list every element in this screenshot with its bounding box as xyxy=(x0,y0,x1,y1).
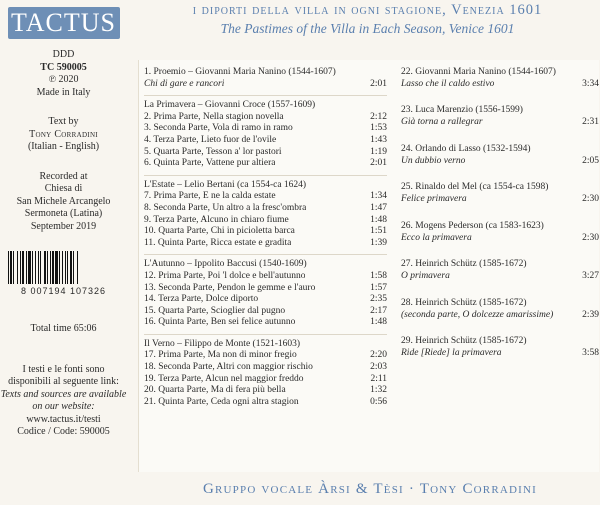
track-duration: 3:58 xyxy=(582,347,599,358)
track-row xyxy=(144,283,387,295)
barcode-bar xyxy=(32,251,33,284)
track-duration: 1:48 xyxy=(370,317,387,328)
texts-line1: Texts and sources are available xyxy=(0,388,127,400)
fonti-line2: disponibili al seguente link: xyxy=(8,376,119,387)
track-row xyxy=(401,117,599,129)
track-composer: 22. Giovanni Maria Nanino (1544-1607) xyxy=(401,67,556,77)
barcode-bar xyxy=(47,251,48,284)
track-title: 9. Terza Parte, Alcuno in chiaro fiume xyxy=(144,214,289,225)
texts-line2: on our website: xyxy=(32,401,95,412)
barcode-bar xyxy=(73,251,74,284)
track-title: 2. Prima Parte, Nella stagion novella xyxy=(144,111,284,122)
track-composer: 29. Heinrich Schütz (1585-1672) xyxy=(401,336,527,347)
barcode-bar xyxy=(26,251,27,284)
track-duration: 2:01 xyxy=(370,78,387,89)
track-title: 12. Prima Parte, Poi 'l dolce e bell'autunno xyxy=(144,270,306,281)
track-duration: 1:48 xyxy=(370,214,387,225)
track-row xyxy=(144,306,387,318)
text-by-label: Text by xyxy=(48,116,79,127)
track-row xyxy=(144,271,387,283)
album-title: i diporti della villa in ogni stagione, Venezia 1601 xyxy=(192,2,543,18)
barcode-bar xyxy=(67,251,68,284)
track-row xyxy=(144,215,387,227)
track-section xyxy=(144,67,387,90)
barcode-bar xyxy=(28,251,31,284)
track-duration: 1:57 xyxy=(370,282,387,293)
track-title: 16. Quinta Parte, Ben sei felice autunno xyxy=(144,317,296,328)
track-row xyxy=(144,147,387,159)
track-duration: 2:11 xyxy=(370,373,387,384)
track-title: 5. Quarta Parte, Tesson a' lor pastori xyxy=(144,146,282,157)
track-block xyxy=(401,259,599,282)
track-row xyxy=(144,294,387,306)
barcode-bar xyxy=(62,251,63,284)
track-section xyxy=(144,259,387,329)
track-title: 14. Terza Parte, Dolce diporto xyxy=(144,294,259,305)
track-row xyxy=(401,271,599,283)
track-section xyxy=(144,100,387,170)
track-duration: 2:20 xyxy=(370,350,387,361)
track-title: Lasso che il caldo estivo xyxy=(401,78,495,89)
track-row xyxy=(144,317,387,329)
track-duration: 1:43 xyxy=(370,134,387,145)
section-divider xyxy=(144,175,387,176)
recorded-church: Chiesa di xyxy=(44,183,83,194)
barcode-bar xyxy=(10,251,12,284)
track-title: La Primavera – Giovanni Croce (1557-1609) xyxy=(144,100,316,111)
track-duration: 1:53 xyxy=(370,123,387,134)
track-row xyxy=(401,310,599,322)
track-title: Già torna a rallegrar xyxy=(401,117,483,128)
barcode-bar xyxy=(55,251,58,284)
track-composer: 26. Mogens Pederson (ca 1583-1623) xyxy=(401,220,544,231)
section-heading xyxy=(144,100,387,112)
left-column xyxy=(0,0,127,505)
track-duration: 3:34 xyxy=(582,78,599,89)
performers: Gruppo vocale Àrsi & Tèsi · Tony Corradini xyxy=(202,481,538,497)
barcode-bar xyxy=(50,251,51,284)
track-composer: 25. Rinaldo del Mel (ca 1554-ca 1598) xyxy=(401,182,549,193)
track-block xyxy=(401,221,599,244)
barcode-bar xyxy=(22,251,24,284)
track-row xyxy=(144,112,387,124)
track-row xyxy=(401,233,599,245)
barcode-bar xyxy=(8,251,9,284)
barcode xyxy=(5,251,123,297)
track-title: (seconda parte, O dolcezze amarissime) xyxy=(401,309,554,320)
track-title: 3. Seconda Parte, Vola di ramo in ramo xyxy=(144,123,293,134)
track-duration: 1:34 xyxy=(370,191,387,202)
track-row xyxy=(144,350,387,362)
barcode-number: 8 007194 107326 xyxy=(20,285,107,296)
track-duration: 1:58 xyxy=(370,270,387,281)
barcode-bar xyxy=(77,251,78,284)
barcode-bar xyxy=(35,251,36,284)
track-row xyxy=(144,123,387,135)
track-duration: 2:35 xyxy=(370,294,387,305)
track-row xyxy=(401,79,599,91)
track-title: Felice primavera xyxy=(401,194,467,205)
track-title: 21. Quinta Parte, Ceda ogni altra stagion xyxy=(144,396,299,407)
track-row xyxy=(144,385,387,397)
made-in: Made in Italy xyxy=(36,86,91,98)
track-block xyxy=(401,144,599,167)
track-title: 20. Quarta Parte, Ma di fera più bella xyxy=(144,385,286,396)
barcode-bar xyxy=(59,251,60,284)
barcode-bar xyxy=(38,251,39,284)
track-duration: 2:39 xyxy=(582,309,599,320)
section-heading xyxy=(144,339,387,351)
track-composer: 27. Heinrich Schütz (1585-1672) xyxy=(401,259,527,270)
track-title: Un dubbio verno xyxy=(401,155,466,166)
track-duration: 1:19 xyxy=(370,146,387,157)
section-divider xyxy=(144,95,387,96)
total-time: Total time 65:06 xyxy=(30,323,97,334)
track-row xyxy=(401,156,599,168)
track-duration: 0:56 xyxy=(370,396,387,407)
track-block xyxy=(401,105,599,128)
track-title: 17. Prima Parte, Ma non di minor fregio xyxy=(144,350,297,361)
track-row xyxy=(144,374,387,386)
track-block xyxy=(401,298,599,321)
barcode-bar xyxy=(20,251,21,284)
track-title: 1. Proemio – Giovanni Maria Nanino (1544-1607) xyxy=(144,67,336,77)
barcode-bar xyxy=(52,251,54,284)
tracklist-column-right xyxy=(401,67,599,375)
tracklist-column-left xyxy=(144,67,387,408)
track-duration: 1:39 xyxy=(370,237,387,248)
catalog-number: TC 590005 xyxy=(40,61,87,73)
track-duration: 2:31 xyxy=(582,117,599,128)
track-title: 7. Prima Parte, E ne la calda estate xyxy=(144,191,276,202)
track-section xyxy=(144,180,387,250)
track-duration: 2:01 xyxy=(370,158,387,169)
track-title: 11. Quinta Parte, Ricca estate e gradita xyxy=(144,237,292,248)
track-block xyxy=(401,67,599,90)
track-duration xyxy=(363,339,387,351)
tracklist-panel xyxy=(138,60,599,472)
track-composer: 28. Heinrich Schütz (1585-1672) xyxy=(401,297,527,308)
track-block xyxy=(401,336,599,359)
track-row xyxy=(144,79,387,91)
track-duration: 2:17 xyxy=(370,305,387,316)
ddd-label: DDD xyxy=(52,49,75,60)
section-divider xyxy=(144,334,387,335)
track-title: 19. Terza Parte, Alcun nel maggior freddo xyxy=(144,373,304,384)
recorded-at: Recorded at xyxy=(39,170,88,182)
barcode-bar xyxy=(17,251,18,284)
track-duration: 1:47 xyxy=(370,202,387,213)
website-link[interactable]: www.tactus.it/testi xyxy=(26,413,101,425)
track-title: 4. Terza Parte, Lieto fuor de l'ovile xyxy=(144,134,277,145)
track-title: 18. Seconda Parte, Altri con maggior rischio xyxy=(144,362,313,373)
track-title: 8. Seconda Parte, Un altro a la fresc'ombra xyxy=(144,202,307,213)
languages: (Italian - English) xyxy=(27,141,100,152)
section-divider xyxy=(144,254,387,255)
recorded-town: Sermoneta (Latina) xyxy=(24,208,103,219)
section-heading xyxy=(144,180,387,192)
track-title: 13. Seconda Parte, Pendon le gemme e l'auro xyxy=(144,282,316,293)
track-row xyxy=(144,362,387,374)
track-title: Ride [Riede] la primavera xyxy=(401,347,502,358)
text-author: Tony Corradini xyxy=(29,128,98,140)
track-block xyxy=(401,182,599,205)
track-duration xyxy=(363,259,387,271)
track-section xyxy=(144,339,387,409)
barcode-bars xyxy=(6,251,122,284)
track-title: L'Autunno – Ippolito Baccusi (1540-1609) xyxy=(144,259,307,270)
track-row xyxy=(401,194,599,206)
track-duration: 2:05 xyxy=(582,155,599,166)
track-composer: 24. Orlando di Lasso (1532-1594) xyxy=(401,143,531,154)
barcode-bar xyxy=(44,251,46,284)
track-duration: 2:03 xyxy=(370,362,387,373)
barcode-bar xyxy=(40,251,41,284)
barcode-bar xyxy=(65,251,66,284)
track-duration: 2:30 xyxy=(582,232,599,243)
track-row xyxy=(144,397,387,409)
p-year: ℗ 2020 xyxy=(48,74,79,85)
header xyxy=(135,2,600,37)
recorded-date: September 2019 xyxy=(30,220,97,232)
section-heading xyxy=(144,67,387,79)
track-title: O primavera xyxy=(401,271,450,282)
track-title: L'Estate – Lelio Bertani (ca 1554-ca 1624) xyxy=(144,179,307,190)
track-title: Ecco la primavera xyxy=(401,232,472,243)
track-duration xyxy=(363,67,387,79)
fonti-line1: I testi e le fonti sono xyxy=(22,363,105,375)
track-row xyxy=(144,191,387,203)
track-title: 15. Quarta Parte, Scioglier dal pugno xyxy=(144,305,286,316)
track-row xyxy=(144,135,387,147)
track-duration xyxy=(363,180,387,192)
track-row xyxy=(401,348,599,360)
track-title: Il Verno – Filippo de Monte (1521-1603) xyxy=(144,338,301,349)
section-heading xyxy=(144,259,387,271)
recorded-church-name: San Michele Arcangelo xyxy=(16,195,111,207)
barcode-bar xyxy=(13,251,14,284)
track-duration: 1:51 xyxy=(370,226,387,237)
track-duration: 2:30 xyxy=(582,194,599,205)
track-row xyxy=(144,158,387,170)
track-composer: 23. Luca Marenzio (1556-1599) xyxy=(401,105,523,116)
track-title: 6. Quinta Parte, Vattene pur altiera xyxy=(144,158,276,169)
barcode-bar xyxy=(70,251,72,284)
track-duration xyxy=(363,100,387,112)
track-title: 10. Quarta Parte, Chi in picioletta barca xyxy=(144,226,295,237)
track-duration: 3:27 xyxy=(582,271,599,282)
track-row xyxy=(144,203,387,215)
track-title: Chi di gare e rancori xyxy=(144,78,225,89)
track-row xyxy=(144,226,387,238)
track-duration: 1:32 xyxy=(370,385,387,396)
album-subtitle: The Pastimes of the Villa in Each Season, Venice 1601 xyxy=(220,21,515,36)
codice: Codice / Code: 590005 xyxy=(17,426,110,437)
track-row xyxy=(144,238,387,250)
track-duration: 2:12 xyxy=(370,111,387,122)
tactus-logo: TACTUS xyxy=(8,7,120,39)
